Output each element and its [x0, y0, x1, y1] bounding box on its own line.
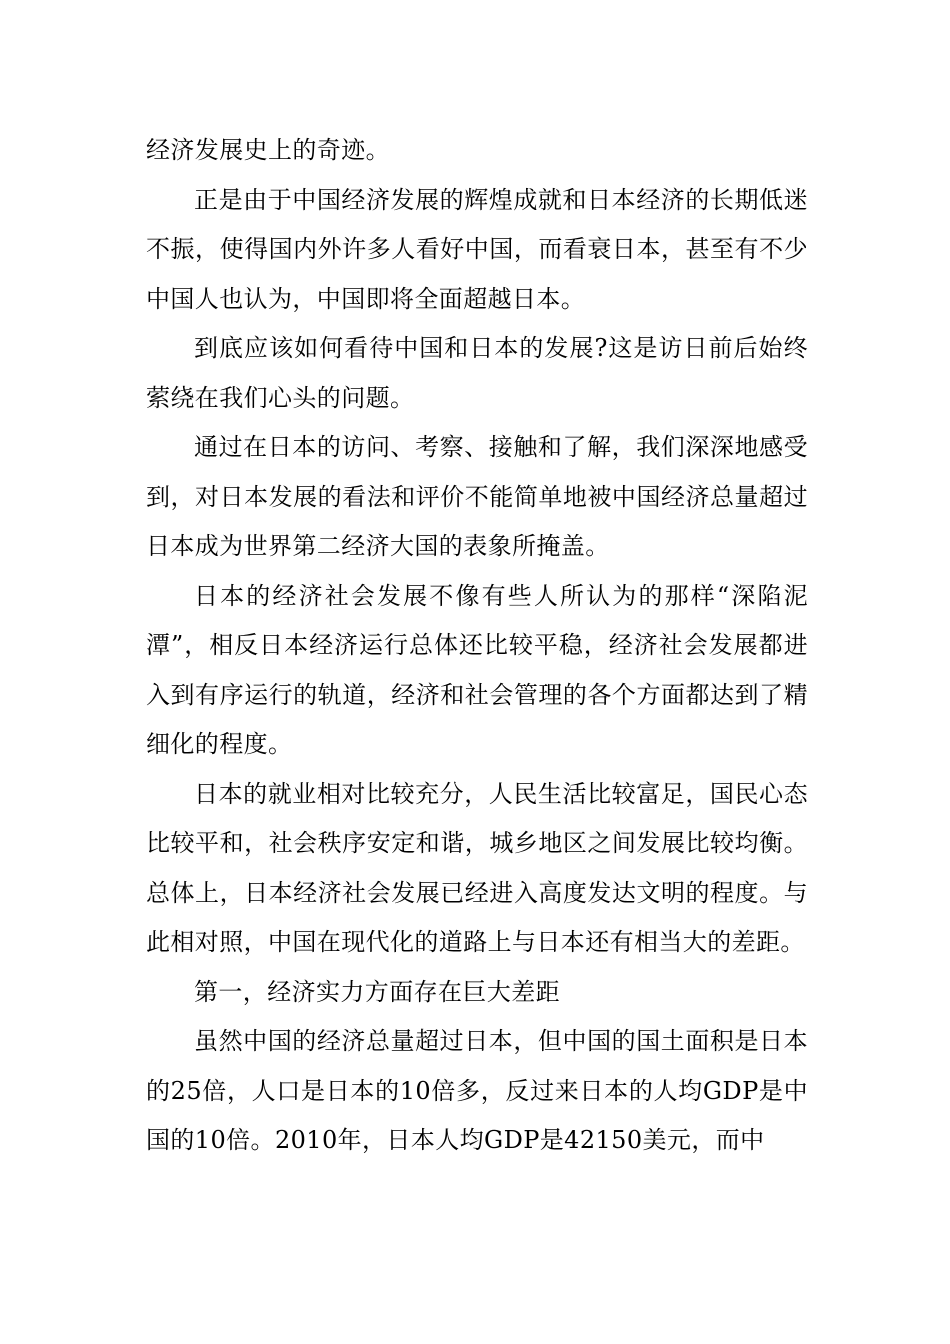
- paragraph: 正是由于中国经济发展的辉煌成就和日本经济的长期低迷不振，使得国内外许多人看好中国，而看衰日本，甚至有不少中国人也认为，中国即将全面超越日本。: [146, 185, 808, 313]
- paragraph: 经济发展史上的奇迹。: [146, 136, 390, 164]
- paragraph: 日本的就业相对比较充分，人民生活比较富足，国民心态比较平和，社会秩序安定和谐，城乡地区之间发展比较均衡。总体上，日本经济社会发展已经进入高度发达文明的程度。与此相对照，中国在现代化的道路上与日本还有相当大的差距。: [146, 779, 808, 956]
- section-heading: 第一，经济实力方面存在巨大差距: [194, 977, 560, 1006]
- paragraph: 日本的经济社会发展不像有些人所认为的那样“深陷泥潭”，相反日本经济运行总体还比较平稳，经济社会发展都进入到有序运行的轨道，经济和社会管理的各个方面都达到了精细化的程度。: [146, 581, 808, 758]
- paragraph: 虽然中国的经济总量超过日本，但中国的国土面积是日本的25倍，人口是日本的10倍多，反过来日本的人均GDP是中国的10倍。2010年，日本人均GDP是42150美元，而中: [146, 1027, 808, 1154]
- paragraph: 通过在日本的访问、考察、接触和了解，我们深深地感受到，对日本发展的看法和评价不能简单地被中国经济总量超过日本成为世界第二经济大国的表象所掩盖。: [146, 433, 808, 560]
- document-body: [146, 126, 808, 1166]
- paragraph: 到底应该如何看待中国和日本的发展?这是访日前后始终萦绕在我们心头的问题。: [146, 334, 808, 412]
